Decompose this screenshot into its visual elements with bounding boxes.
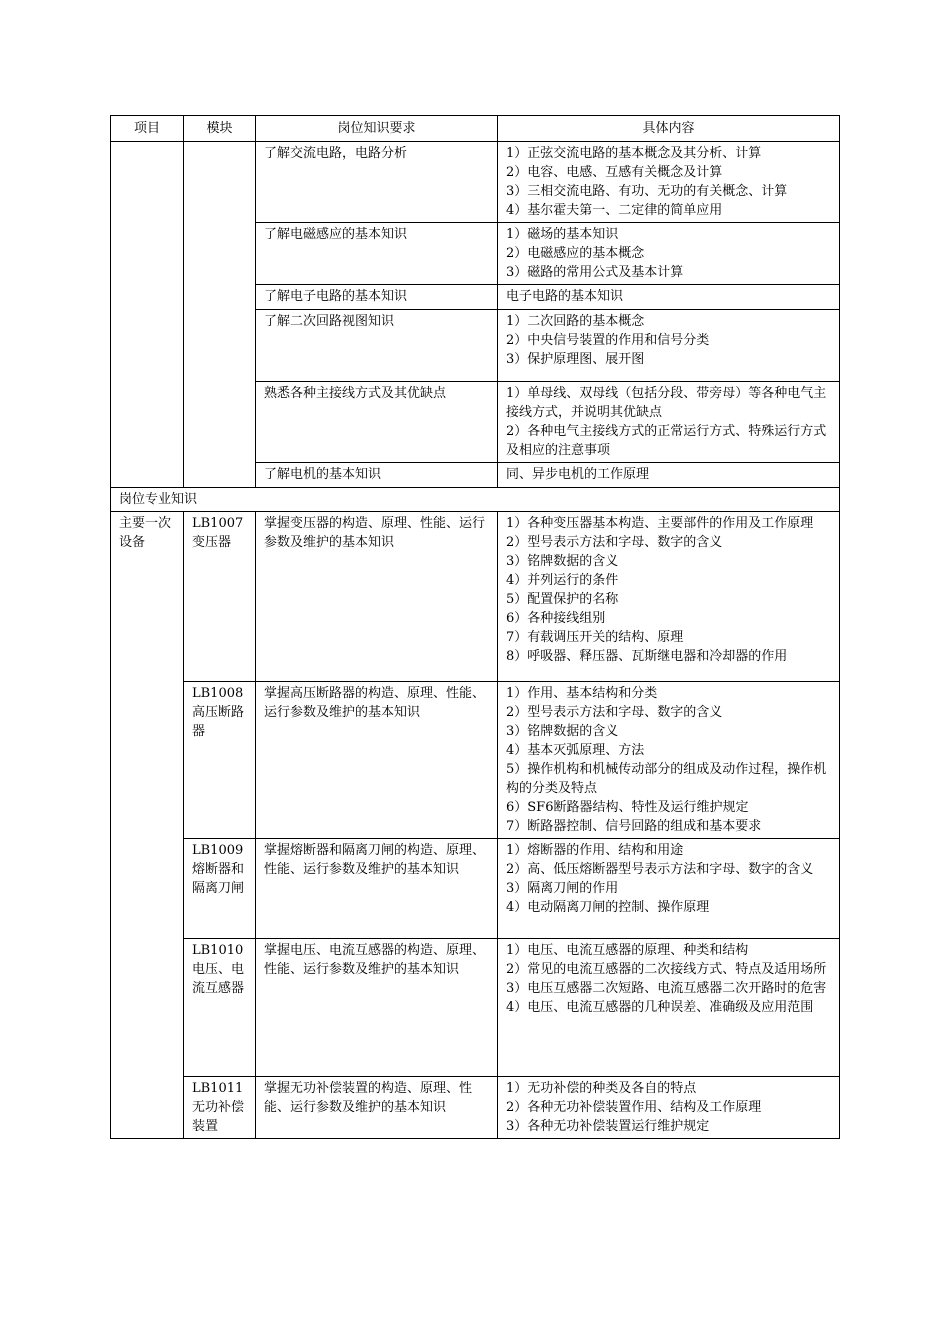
knowledge-requirements-table [110,115,840,1139]
requirement-cell: 熟悉各种主接线方式及其优缺点 [256,382,498,463]
content-item: 2）高、低压熔断器型号表示方法和字母、数字的含义 [506,862,814,877]
section-row [111,488,840,512]
header-content: 具体内容 [498,116,840,142]
content-item: 2）中央信号装置的作用和信号分类 [506,333,710,348]
content-item: 3）磁路的常用公式及基本计算 [506,265,684,280]
content-item: 1）磁场的基本知识 [506,227,619,242]
content-cell [498,142,840,223]
content-item: 2）型号表示方法和字母、数字的含义 [506,535,723,550]
header-requirement: 岗位知识要求 [256,116,498,142]
content-item: 3）保护原理图、展开图 [506,352,645,367]
table-row [111,1077,840,1139]
content-item: 4）基尔霍夫第一、二定律的简单应用 [506,203,723,218]
content-item: 2）各种无功补偿装置作用、结构及工作原理 [506,1100,762,1115]
content-cell [498,382,840,463]
requirement-cell: 掌握变压器的构造、原理、性能、运行参数及维护的基本知识 [256,512,498,682]
content-cell [498,285,840,310]
content-item: 8）呼吸器、释压器、瓦斯继电器和冷却器的作用 [506,649,788,664]
module-code: LB1011 [192,1081,244,1096]
content-item: 1）正弦交流电路的基本概念及其分析、计算 [506,146,762,161]
content-item: 7）有载调压开关的结构、原理 [506,630,684,645]
content-item: 6）各种接线组别 [506,611,606,626]
requirement-cell: 掌握无功补偿装置的构造、原理、性能、运行参数及维护的基本知识 [256,1077,498,1139]
requirement-cell: 了解二次回路视图知识 [256,310,498,382]
module-cell [184,1077,256,1139]
requirement-cell: 掌握熔断器和隔离刀闸的构造、原理、性能、运行参数及维护的基本知识 [256,839,498,939]
module-code: LB1007 [192,516,244,531]
content-item: 2）常见的电流互感器的二次接线方式、特点及适用场所 [506,962,827,977]
module-cell [184,939,256,1077]
content-item: 1）电压、电流互感器的原理、种类和结构 [506,943,749,958]
table-row [111,939,840,1077]
content-item: 2）各种电气主接线方式的正常运行方式、特殊运行方式及相应的注意事项 [506,424,827,458]
content-item: 4）电压、电流互感器的几种误差、准确级及应用范围 [506,1000,814,1015]
requirement-cell: 掌握高压断路器的构造、原理、性能、运行参数及维护的基本知识 [256,682,498,839]
content-item: 4）并列运行的条件 [506,573,619,588]
project-cell: 主要一次设备 [111,512,184,1139]
requirement-cell: 了解电磁感应的基本知识 [256,223,498,285]
content-item: 3）各种无功补偿装置运行维护规定 [506,1119,710,1134]
module-name: 变压器 [192,535,232,550]
content-cell [498,939,840,1077]
content-item: 同、异步电机的工作原理 [506,467,650,482]
header-project: 项目 [111,116,184,142]
table-header-row [111,116,840,142]
content-cell [498,839,840,939]
content-cell [498,463,840,488]
content-item: 1）二次回路的基本概念 [506,314,645,329]
module-name: 电压、电流互感器 [192,962,245,996]
content-item: 3）隔离刀闸的作用 [506,881,619,896]
project-cell-empty [111,142,184,488]
module-name: 高压断路器 [192,705,245,739]
requirement-cell: 了解电子电路的基本知识 [256,285,498,310]
content-item: 3）铭牌数据的含义 [506,554,619,569]
module-name: 熔断器和隔离刀闸 [192,862,245,896]
content-cell [498,682,840,839]
content-item: 1）各种变压器基本构造、主要部件的作用及工作原理 [506,516,814,531]
content-item: 3）铭牌数据的含义 [506,724,619,739]
table-row [111,142,840,223]
module-cell [184,839,256,939]
content-cell [498,310,840,382]
requirement-cell: 了解交流电路，电路分析 [256,142,498,223]
content-item: 1）无功补偿的种类及各自的特点 [506,1081,697,1096]
content-item: 1）熔断器的作用、结构和用途 [506,843,684,858]
content-item: 3）三相交流电路、有功、无功的有关概念、计算 [506,184,788,199]
content-cell [498,512,840,682]
module-code: LB1010 [192,943,244,958]
content-item: 1）单母线、双母线（包括分段、带旁母）等各种电气主接线方式，并说明其优缺点 [506,386,827,420]
content-item: 5）操作机构和机械传动部分的组成及动作过程，操作机构的分类及特点 [506,762,827,796]
table-row [111,512,840,682]
requirement-cell: 了解电机的基本知识 [256,463,498,488]
module-code: LB1009 [192,843,244,858]
content-item: 5）配置保护的名称 [506,592,619,607]
content-item: 电子电路的基本知识 [506,289,624,304]
table-row [111,682,840,839]
content-item: 4）电动隔离刀闸的控制、操作原理 [506,900,710,915]
module-code: LB1008 [192,686,244,701]
section-title: 岗位专业知识 [111,488,840,512]
content-item: 4）基本灭弧原理、方法 [506,743,645,758]
requirement-cell: 掌握电压、电流互感器的构造、原理、性能、运行参数及维护的基本知识 [256,939,498,1077]
table-row [111,839,840,939]
content-item: 3）电压互感器二次短路、电流互感器二次开路时的危害 [506,981,827,996]
module-cell [184,682,256,839]
content-item: 1）作用、基本结构和分类 [506,686,658,701]
content-item: 2）电容、电感、互感有关概念及计算 [506,165,723,180]
module-cell [184,512,256,682]
module-cell-empty [184,142,256,488]
module-name: 无功补偿装置 [192,1100,245,1134]
content-item: 2）型号表示方法和字母、数字的含义 [506,705,723,720]
content-item: 7）断路器控制、信号回路的组成和基本要求 [506,819,762,834]
content-cell [498,1077,840,1139]
header-module: 模块 [184,116,256,142]
content-cell [498,223,840,285]
content-item: 6）SF6断路器结构、特性及运行维护规定 [506,800,749,815]
content-item: 2）电磁感应的基本概念 [506,246,645,261]
